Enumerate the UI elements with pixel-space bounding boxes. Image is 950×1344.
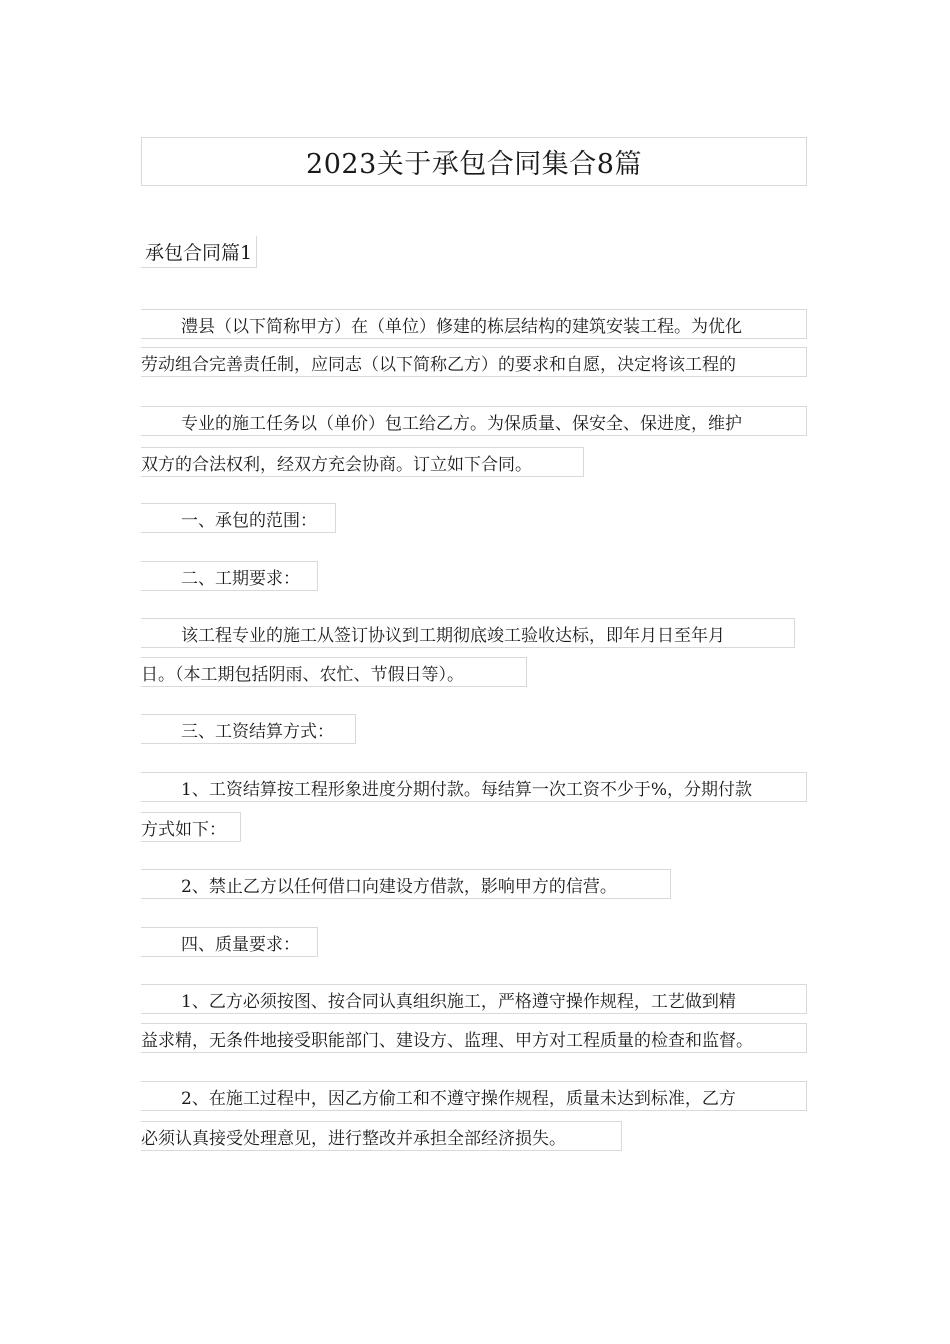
paragraph-line: 劳动组合完善责任制，应同志（以下简称乙方）的要求和自愿，决定将该工程的 [141, 347, 807, 377]
paragraph-line: 2、禁止乙方以任何借口向建设方借款，影响甲方的信营。 [141, 869, 671, 899]
document-title: 2023关于承包合同集合8篇 [141, 137, 807, 186]
paragraph-line: 益求精，无条件地接受职能部门、建设方、监理、甲方对工程质量的检查和监督。 [141, 1023, 807, 1053]
paragraph-line: 双方的合法权利，经双方充会协商。订立如下合同。 [141, 447, 584, 477]
clause-heading: 三、工资结算方式： [141, 714, 356, 744]
paragraph-line: 该工程专业的施工从签订协议到工期彻底竣工验收达标，即年月日至年月 [141, 618, 795, 648]
paragraph-line: 1、工资结算按工程形象进度分期付款。每结算一次工资不少于%，分期付款 [141, 772, 807, 802]
paragraph-line: 1、乙方必须按图、按合同认真组织施工，严格遵守操作规程，工艺做到精 [141, 984, 807, 1014]
paragraph-line: 澧县（以下简称甲方）在（单位）修建的栋层结构的建筑安装工程。为优化 [141, 309, 807, 339]
paragraph-line: 2、在施工过程中，因乙方偷工和不遵守操作规程，质量未达到标准，乙方 [141, 1081, 807, 1111]
clause-heading: 二、工期要求： [141, 561, 318, 591]
section-heading: 承包合同篇1 [141, 236, 257, 268]
clause-heading: 四、质量要求： [141, 927, 318, 957]
clause-heading: 一、承包的范围： [141, 503, 336, 533]
paragraph-line: 专业的施工任务以（单价）包工给乙方。为保质量、保安全、保进度，维护 [141, 406, 807, 436]
paragraph-line: 必须认真接受处理意见，进行整改并承担全部经济损失。 [141, 1121, 622, 1151]
paragraph-line: 日。（本工期包括阴雨、农忙、节假日等）。 [141, 657, 527, 687]
paragraph-line: 方式如下： [141, 812, 241, 842]
